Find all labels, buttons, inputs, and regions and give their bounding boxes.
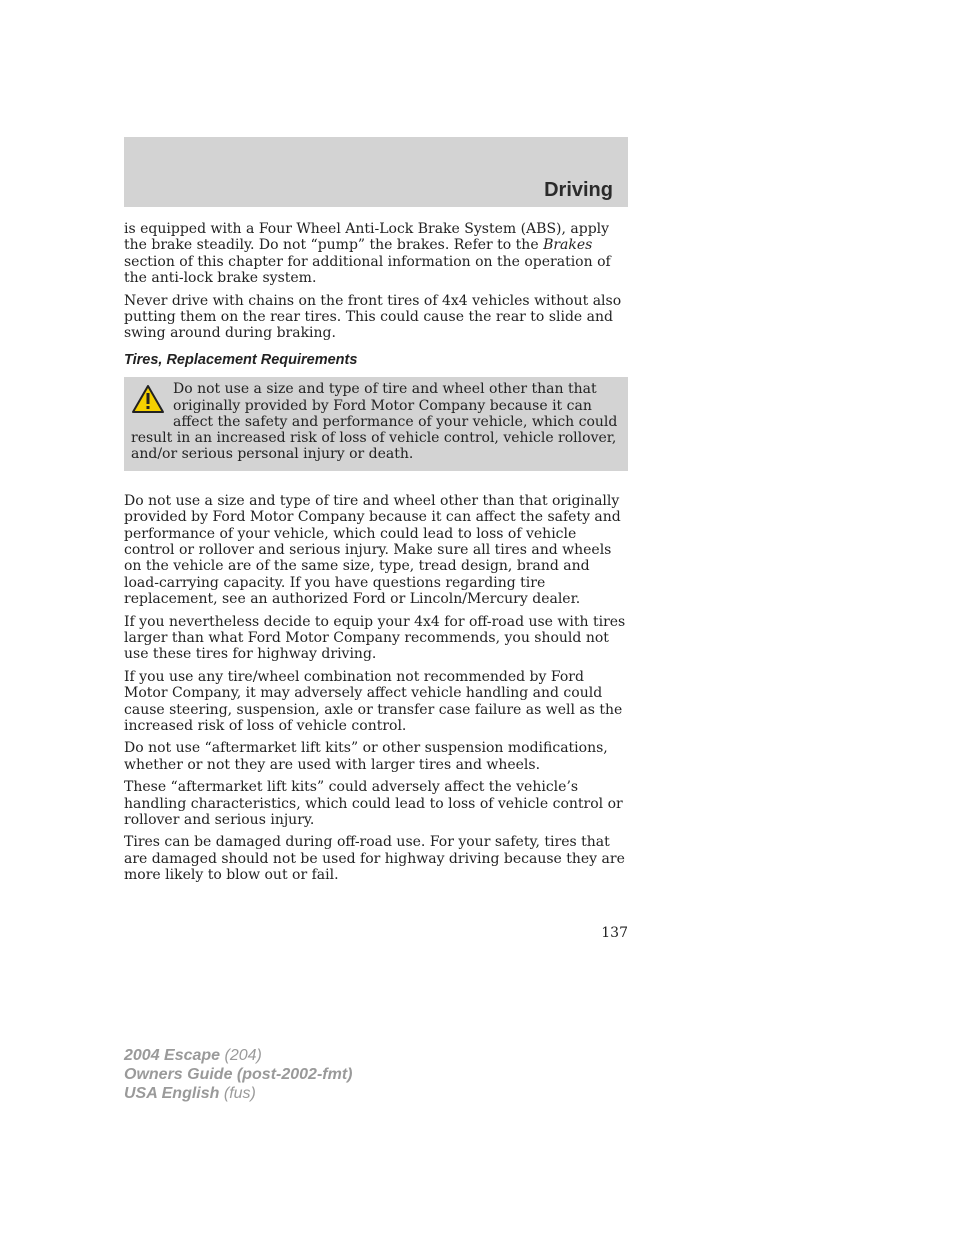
paragraph-abs-part2: section of this chapter for additional information on the operation of the anti-lock brake system. bbox=[124, 253, 611, 287]
footer-guide: Owners Guide (post-2002-fmt) bbox=[124, 1066, 353, 1083]
section-heading: Tires, Replacement Requirements bbox=[124, 351, 358, 368]
body-paragraph-4: Do not use “aftermarket lift kits” or other suspension modifications, whether or not they are used with larger tires and wheels. bbox=[124, 740, 608, 773]
paragraph-abs-part1: is equipped with a Four Wheel Anti-Lock Brake System (ABS), apply the brake steadily. Do not “pump” the brakes. Refer to the bbox=[124, 221, 610, 254]
body-paragraph-2: If you nevertheless decide to equip your 4x4 for off-road use with tires larger than what Ford Motor Company recommends, you should not use these tires for highway driving. bbox=[124, 613, 626, 663]
paragraph-chains: Never drive with chains on the front tires of 4x4 vehicles without also putting them on the rear tires. This could cause the rear to slide and swing around during braking. bbox=[124, 292, 622, 342]
footer-line-model bbox=[124, 1046, 352, 1065]
section-header-band bbox=[124, 137, 628, 207]
footer-language: USA English bbox=[124, 1085, 220, 1102]
body-paragraph-3: If you use any tire/wheel combination not recommended by Ford Motor Company, it may adversely affect vehicle handling and could cause steering, suspension, axle or transfer case failure as well as the increased risk of loss of vehicle control. bbox=[124, 668, 623, 735]
warning-text: Do not use a size and type of tire and wheel other than that originally provided by Ford Motor Company because it can affect the safety and performance of your vehicle, which could result in an increased risk of loss of vehicle control, vehicle rollover, and/or serious personal injury or death. bbox=[131, 381, 618, 463]
footer-line-guide bbox=[124, 1065, 352, 1084]
footer-language-code: (fus) bbox=[219, 1085, 256, 1102]
body-paragraph-6: Tires can be damaged during off-road use. For your safety, tires that are damaged should not be used for highway driving because they are more likely to blow out or fail. bbox=[124, 834, 625, 884]
warning-triangle-icon bbox=[131, 384, 165, 414]
warning-box bbox=[124, 377, 628, 470]
footer-info bbox=[124, 1046, 352, 1103]
body-paragraph-5: These “aftermarket lift kits” could adversely affect the vehicle’s handling characteristics, which could lead to loss of vehicle control or rollover and serious injury. bbox=[124, 779, 623, 829]
paragraph-abs bbox=[124, 221, 628, 287]
footer-model-code: (204) bbox=[220, 1047, 262, 1064]
body-paragraph-1: Do not use a size and type of tire and wheel other than that originally provided by Ford Motor Company because it can affect the safety and performance of your vehicle, which could lead to loss of vehicle control or rollover and serious injury. Make sure all tires and wheels on the vehicle are of the same size, type, tread design, brand and load-carrying capacity. If you have questions regarding tire replacement, see an authorized Ford or Lincoln/Mercury dealer. bbox=[124, 492, 621, 608]
brakes-reference: Brakes bbox=[543, 237, 593, 254]
section-title: Driving bbox=[544, 179, 613, 201]
footer-model: 2004 Escape bbox=[124, 1047, 221, 1064]
page-content bbox=[124, 221, 628, 890]
footer-line-language bbox=[124, 1084, 352, 1103]
page-number: 137 bbox=[601, 925, 628, 941]
